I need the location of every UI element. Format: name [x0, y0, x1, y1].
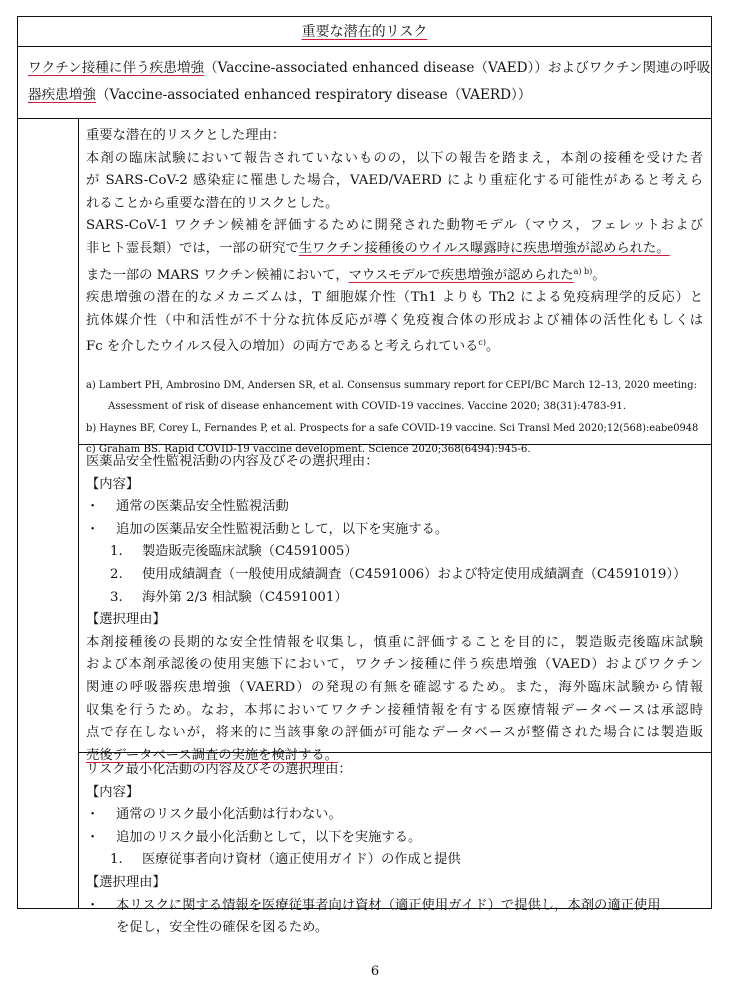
underlined-finding: マウスモデルで疾患増強が認められた: [348, 267, 574, 283]
reason-text-part: Fc を介したウイルス侵入の増加）の両方であると考えられている: [86, 339, 479, 355]
pv-item-text: 使用成績調査（一般使用成績調査（C4591006）および特定使用成績調査（C4591019））: [142, 566, 687, 582]
rm-numbered-item: [86, 849, 703, 872]
risk-name-line2: [28, 82, 701, 109]
reference-a-cont: Assessment of risk of disease enhancement with COVID-19 vaccines. Vaccine 2020; 38(31):4783-91.: [108, 401, 627, 413]
reference-c: c) Graham BS. Rapid COVID-19 vaccine development. Science 2020;368(6494):945-6.: [86, 444, 531, 456]
pv-numbered-item: [86, 587, 703, 610]
pv-bullet-text: 追加の医薬品安全性監視活動として，以下を実施する。: [116, 521, 449, 537]
item-number: 2.: [110, 566, 123, 582]
risk-name-line1: [28, 55, 711, 82]
rm-bullet-text: 追加のリスク最小化活動として，以下を実施する。: [116, 829, 422, 845]
bullet-mark: ・: [86, 521, 100, 537]
risk-name-vaerd-en: （Vaccine-associated enhanced respiratory disease（VAERD））: [95, 87, 532, 103]
risk-minimization-cell: [78, 753, 711, 936]
reason-text: [86, 332, 703, 359]
pv-activities-cell: [78, 445, 711, 763]
pv-bullet-text: 通常の医薬品安全性監視活動: [116, 499, 289, 515]
underlined-finding: 生ワクチン接種後のウイルス曝露時に疾患増強が認められた。: [298, 240, 670, 256]
risk-name-vaerd-jp: 器疾患増強: [28, 87, 96, 103]
pv-reason-label: 【選択理由】: [86, 612, 166, 628]
reason-text: 本剤の臨床試験において報告されていないものの，以下の報告を踏まえ，本剤の接種を受けた者: [86, 150, 703, 166]
rm-content-label: 【内容】: [86, 784, 140, 800]
citation-marker: c): [478, 338, 487, 348]
risk-name-vaed-en: （Vaccine-associated enhanced disease（VAED））およびワクチン関連の呼吸: [204, 60, 711, 76]
pv-numbered-item: [86, 564, 703, 587]
reason-heading: 重要な潜在的リスクとした理由：: [86, 128, 286, 143]
reason-text: 疾患増強の潜在的なメカニズムは，T 細胞媒介性（Th1 よりも Th2 による免疫病理学的反応）と: [86, 290, 703, 306]
reference-b: b) Haynes BF, Corey L, Fernandes P, et al. Prospects for a safe COVID-19 vaccine. Sci Transl Med 2020;12(568):eabe0948: [86, 422, 699, 434]
pv-content-label: 【内容】: [86, 476, 140, 492]
reason-text-part: 。: [486, 339, 500, 355]
pv-bullet: [86, 496, 703, 519]
item-number: 1.: [110, 852, 123, 868]
pv-reason-text: 収集を行うため。なお，本邦においてワクチン接種情報を有する医療情報データベースは承認時: [86, 702, 703, 718]
bullet-mark: ・: [86, 499, 100, 515]
rm-bullet: [86, 804, 703, 827]
rm-reason-bullet: [86, 895, 703, 918]
reason-text: 抗体媒介性（中和活性が不十分な抗体反応が導く免疫複合体の形成および補体の活性化もしくは: [86, 312, 703, 328]
risk-name-vaed-jp: ワクチン接種に伴う疾患増強: [28, 60, 205, 76]
reason-text-part: また一部の MARS ワクチン候補において，: [86, 267, 349, 283]
pv-item-text: 製造販売後臨床試験（C4591005）: [142, 544, 358, 560]
table-title: [18, 17, 711, 47]
reason-text-part: 非ヒト霊長類）では，一部の研究で: [86, 240, 299, 256]
reason-cell: [78, 119, 711, 456]
rm-reason-label: 【選択理由】: [86, 874, 166, 890]
pv-item-text: 海外第 2/3 相試験（C4591001）: [142, 589, 348, 605]
rm-reason-text: 本リスクに関する情報を医療従事者向け資材（適正使用ガイド）で提供し，本剤の適正使用: [116, 897, 661, 913]
risk-table: [17, 16, 712, 936]
reference-a: a) Lambert PH, Ambrosino DM, Andersen SR, et al. Consensus summary report for CEPI/BC March 12–13, 2020 meeting:: [86, 379, 697, 391]
empty-left-column: [18, 119, 79, 908]
reason-text: [86, 238, 703, 261]
bullet-mark: ・: [86, 807, 100, 823]
pv-reason-text: 関連の呼吸器疾患増強（VAERD）の発現の有無を確認するため。また，海外臨床試験から情報: [86, 679, 703, 695]
item-number: 1.: [110, 544, 123, 560]
rm-bullet: [86, 827, 703, 850]
reason-text: [86, 261, 703, 288]
pv-heading: 医薬品安全性監視活動の内容及びその選択理由：: [86, 454, 379, 469]
citation-marker: a) b): [573, 266, 593, 276]
pv-numbered-item: [86, 541, 703, 564]
rm-bullet-text: 通常のリスク最小化活動は行わない。: [116, 807, 342, 823]
table-title-text: 重要な潜在的リスク: [301, 24, 428, 40]
reason-text-part: 。: [592, 267, 606, 283]
bullet-mark: ・: [86, 897, 100, 913]
risk-name-cell: [18, 47, 711, 119]
reason-text: が SARS-CoV-2 感染症に罹患した場合，VAED/VAERD により重症化する可能性があると考えら: [86, 173, 703, 189]
page-number: 6: [370, 964, 380, 979]
bullet-mark: ・: [86, 829, 100, 845]
rm-item-text: 医療従事者向け資材（適正使用ガイド）の作成と提供: [142, 852, 461, 868]
pv-bullet: [86, 519, 703, 542]
item-number: 3.: [110, 589, 123, 605]
underlined-text: 売後データベース調査の実施を検討する。: [86, 747, 338, 763]
reason-text: SARS-CoV-1 ワクチン候補を評価するために開発された動物モデル（マウス，フェレットおよび: [86, 218, 703, 234]
pv-reason-text: 点で存在しないが，将来的に当該事象の評価が可能なデータベースが整備された場合には製造販: [86, 725, 703, 741]
rm-heading: リスク最小化活動の内容及びその選択理由：: [86, 762, 352, 777]
rm-reason-text: を促し，安全性の確保を図るため。: [116, 920, 329, 936]
pv-reason-text: および本剤承認後の使用実態下において，ワクチン接種に伴う疾患増強（VAED）およびワクチン: [86, 657, 703, 673]
pv-reason-text: 本剤接種後の長期的な安全性情報を収集し，慎重に評価することを目的に，製造販売後臨床試験: [86, 634, 703, 650]
reason-text: れることから重要な潜在的リスクとした。: [86, 195, 339, 211]
